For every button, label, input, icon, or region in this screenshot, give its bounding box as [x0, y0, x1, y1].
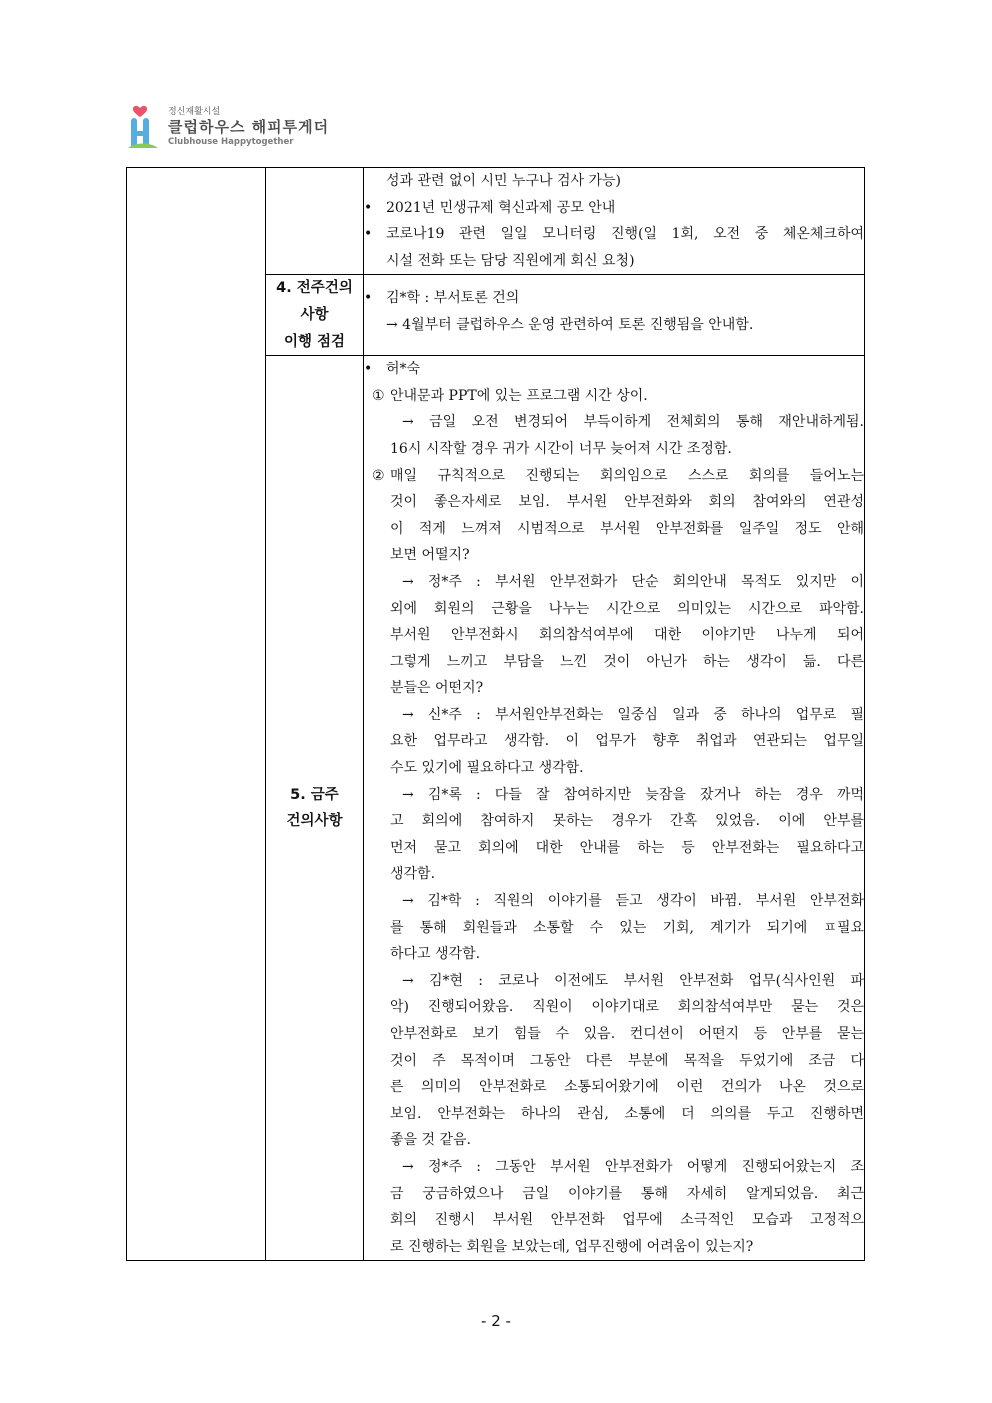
content-line: 분들은 어떤지? — [390, 680, 484, 697]
content-line: 먼저 묻고 회의에 대한 안내를 하는 등 안부전화는 필요하다고 — [390, 839, 864, 856]
content-line: 생각함. — [390, 866, 436, 883]
content-line: 를 통해 회원들과 소통할 수 있는 기회, 계기가 되기에 ㅍ필요 — [390, 919, 864, 936]
content-line: 회의 진행시 부서원 안부전화 업무에 소극적인 모습과 고정적으 — [390, 1212, 864, 1229]
bullet-item: • 김*학 : 부서토론 건의 — [364, 285, 864, 312]
content-line: 이 적게 느껴져 시범적으로 부서원 안부전화를 일주일 정도 안해 — [390, 520, 864, 537]
content-line: 것이 주 목적이며 그동안 다른 부분에 목적을 두었기에 조금 다 — [390, 1052, 864, 1069]
meeting-minutes-table — [126, 167, 865, 1261]
label-line: 이행 점검 — [283, 333, 346, 350]
bullet-item: • 코로나19 관련 일일 모니터링 진행(일 1회, 오전 중 체온체크하여 — [364, 221, 864, 248]
content-line: 하다고 생각함. — [390, 946, 481, 963]
item-marker: ② — [372, 467, 385, 484]
content-line: 좋을 것 같음. — [390, 1132, 471, 1149]
label-line: 사항 — [300, 306, 329, 323]
numbered-item — [364, 463, 864, 490]
label-line: 4. 전주건의 — [276, 280, 353, 297]
content-line: 금 궁금하였으나 금일 이야기를 통해 자세히 알게되었음. 최근 — [390, 1185, 864, 1202]
content-line: → 정*주 : 그동안 부서원 안부전화가 어떻게 진행되어왔는지 조 — [402, 1158, 864, 1175]
bullet-item: • 허*숙 — [364, 356, 864, 383]
numbered-item — [364, 383, 864, 410]
content-line: → 4월부터 클럽하우스 운영 관련하여 토론 진행됨을 안내함. — [386, 316, 754, 333]
org-subtitle: 정신재활시설 — [168, 107, 221, 117]
content-line: 안부전화로 보기 힘들 수 있음. 컨디션이 어떤지 등 안부를 묻는 — [390, 1026, 864, 1042]
content-line: 악) 진행되어왔음. 직원이 이야기대로 회의참석여부만 묻는 것은 — [390, 999, 864, 1016]
content-line: 보임. 안부전화는 하나의 관심, 소통에 더 의의를 두고 진행하면 — [390, 1105, 864, 1122]
section-cell-empty — [127, 168, 266, 1261]
item-text: 안내문과 PPT에 있는 프로그램 시간 상이. — [390, 387, 648, 404]
org-name: 클럽하우스 해피투게더 — [168, 118, 330, 136]
content-line: → 김*학 : 직원의 이야기를 듣고 생각이 바뀜. 부서원 안부전화 — [402, 893, 864, 910]
label-line: 건의사항 — [286, 813, 343, 830]
label-this-week-suggestions — [266, 356, 364, 1261]
content-line: → 정*주 : 부서원 안부전화가 단순 회의안내 목적도 있지만 이 — [402, 573, 864, 590]
label-previous-suggestions — [266, 275, 364, 356]
table-row-continuation — [127, 168, 865, 275]
content-line: 16시 시작할 경우 귀가 시간이 너무 늦어져 시간 조정함. — [390, 440, 732, 457]
org-english-name: Clubhouse Happytogether — [168, 137, 294, 147]
content-line: 요한 업무라고 생각함. 이 업무가 향후 취업과 연관되는 업무일 — [390, 733, 864, 750]
content-line: 성과 관련 없이 시민 누구나 검사 가능) — [386, 173, 622, 189]
content-line: → 금일 오전 변경되어 부득이하게 전체회의 통해 재안내하게됨. — [402, 414, 864, 431]
item-marker: ① — [372, 387, 385, 404]
label-line: 5. 금주 — [290, 787, 339, 804]
content-line: 보면 어떨지? — [390, 547, 470, 564]
content-cell-notices — [364, 168, 865, 275]
content-line: 수도 있기에 필요하다고 생각함. — [390, 760, 584, 777]
page-number: - 2 - — [481, 1312, 511, 1330]
content-cell-previous — [364, 275, 865, 356]
label-cell-empty — [266, 168, 364, 275]
content-line: 부서원 안부전화시 회의참석여부에 대한 이야기만 나누게 되어 — [390, 627, 864, 644]
content-line: 것이 좋은자세로 보임. 부서원 안부전화와 회의 참여와의 연관성 — [390, 494, 864, 511]
content-line: → 김*록 : 다들 잘 참여하지만 늦잠을 잤거나 하는 경우 까먹 — [402, 786, 864, 803]
content-line: 고 회의에 참여하지 못하는 경우가 간혹 있었음. 이에 안부를 — [390, 813, 864, 830]
content-line: 그렇게 느끼고 부담을 느낀 것이 아닌가 하는 생각이 듦. 다른 — [390, 653, 864, 670]
content-line: 시설 전화 또는 담당 직원에게 회신 요청) — [386, 252, 635, 269]
bullet-item: • 2021년 민생규제 혁신과제 공모 안내 — [364, 195, 864, 222]
content-line: → 김*현 : 코로나 이전에도 부서원 안부전화 업무(식사인원 파 — [402, 972, 864, 989]
logo-text-block — [168, 106, 329, 148]
content-cell-suggestions — [364, 356, 865, 1261]
content-line: 로 진행하는 회원을 보았는데, 업무진행에 어려움이 있는지? — [390, 1238, 754, 1255]
content-line: 외에 회원의 근황을 나누는 시간으로 의미있는 시간으로 파악함. — [390, 600, 864, 617]
heart-icon — [133, 106, 147, 117]
item-text: 매일 규칙적으로 진행되는 회의임으로 스스로 회의를 들어노는 — [390, 467, 864, 484]
content-line: → 신*주 : 부서원안부전화는 일중심 일과 중 하나의 업무로 필 — [402, 706, 864, 723]
content-line: 른 의미의 안부전화로 소통되어왔기에 이런 건의가 나온 것으로 — [390, 1079, 864, 1096]
